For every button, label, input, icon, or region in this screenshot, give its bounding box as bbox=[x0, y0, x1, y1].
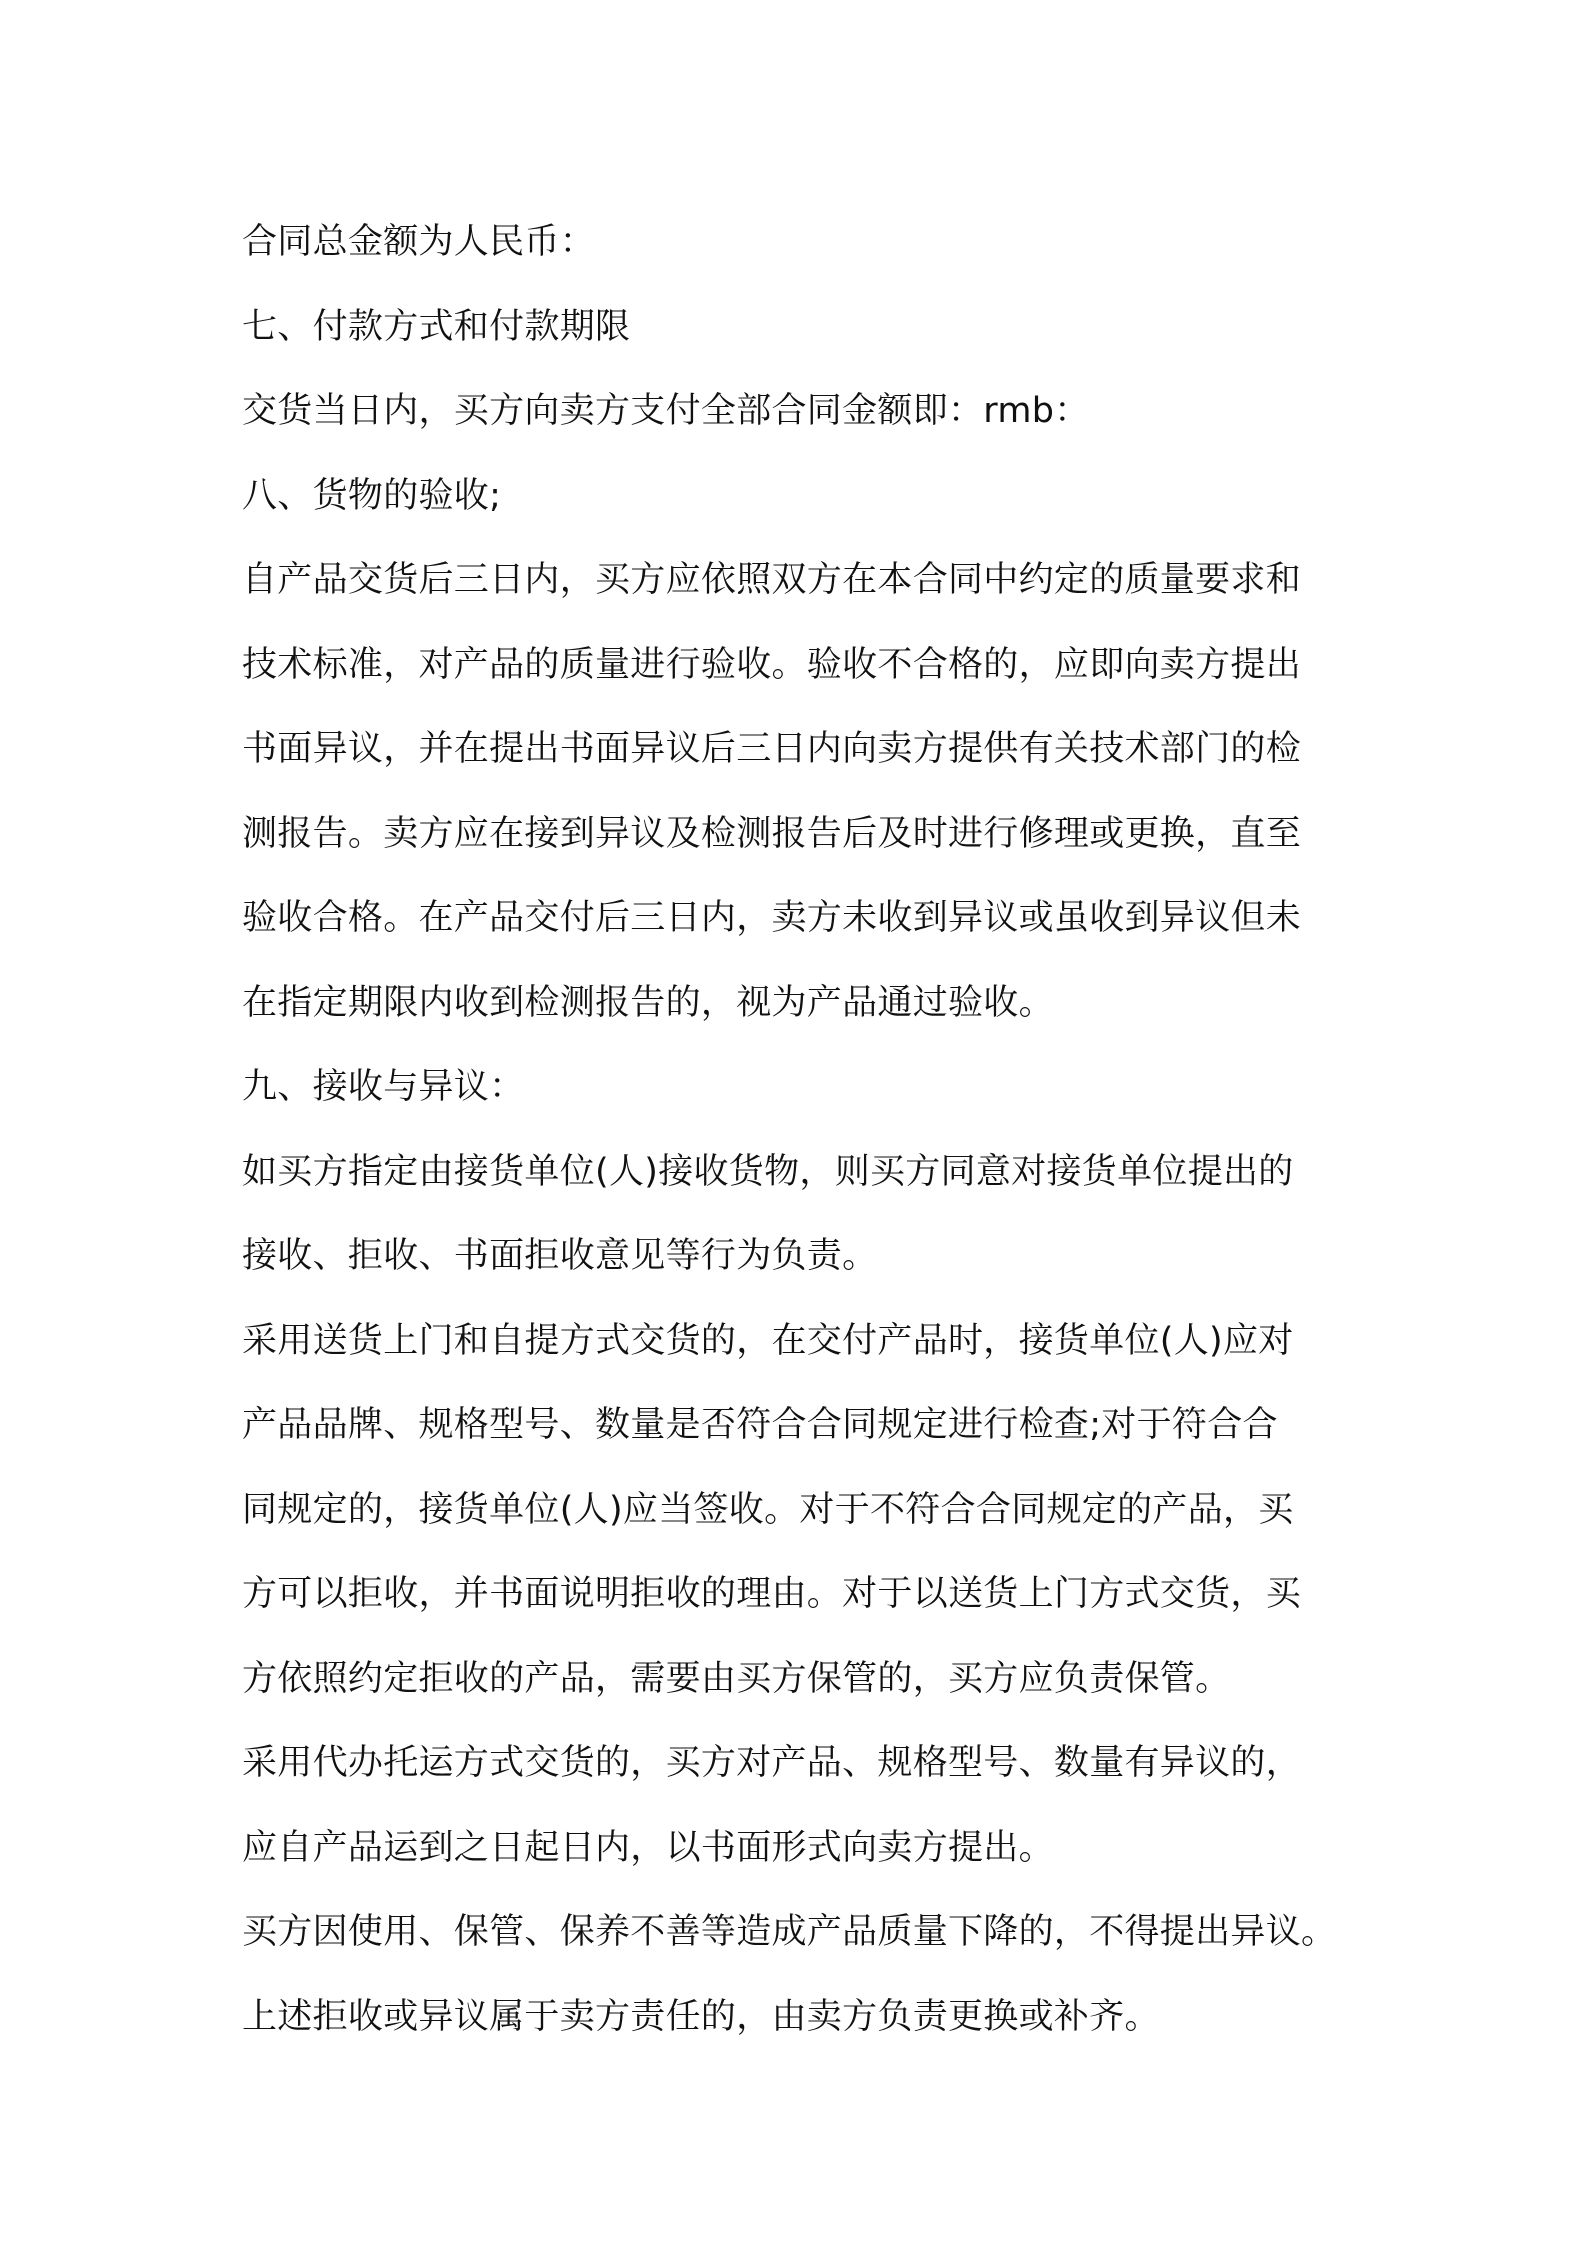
receipt-paragraph-3-line-2: 应自产品运到之日起日内，以书面形式向卖方提出。 bbox=[242, 1827, 1054, 1868]
receipt-paragraph-2-line-4: 方可以拒收，并书面说明拒收的理由。对于以送货上门方式交货，买 bbox=[242, 1574, 1302, 1614]
acceptance-paragraph-line-6: 在指定期限内收到检测报告的，视为产品通过验收。 bbox=[242, 982, 1054, 1023]
section-9-heading: 九、接收与异议： bbox=[242, 1067, 525, 1107]
payment-line: 交货当日内，买方向卖方支付全部合同金额即：rmb： bbox=[242, 391, 1090, 431]
receipt-paragraph-2-line-5: 方依照约定拒收的产品，需要由买方保管的，买方应负责保管。 bbox=[242, 1658, 1231, 1699]
acceptance-paragraph-line-5: 验收合格。在产品交付后三日内，卖方未收到异议或虽收到异议但未 bbox=[242, 898, 1302, 938]
total-amount-line: 合同总金额为人民币： bbox=[242, 222, 596, 262]
receipt-paragraph-1-line-1: 如买方指定由接货单位(人)接收货物，则买方同意对接货单位提出的 bbox=[242, 1151, 1294, 1192]
receipt-paragraph-2-line-1: 采用送货上门和自提方式交货的，在交付产品时，接货单位(人)应对 bbox=[242, 1320, 1294, 1361]
receipt-paragraph-4-line-1: 买方因使用、保管、保养不善等造成产品质量下降的，不得提出异议。 bbox=[242, 1912, 1337, 1952]
acceptance-paragraph-line-4: 测报告。卖方应在接到异议及检测报告后及时进行修理或更换，直至 bbox=[242, 813, 1302, 854]
acceptance-paragraph-line-3: 书面异议，并在提出书面异议后三日内向卖方提供有关技术部门的检 bbox=[242, 729, 1302, 769]
receipt-paragraph-2-line-3: 同规定的，接货单位(人)应当签收。对于不符合合同规定的产品，买 bbox=[242, 1489, 1294, 1530]
document-body bbox=[242, 200, 1362, 2059]
section-8-heading: 八、货物的验收; bbox=[242, 475, 502, 516]
section-7-heading: 七、付款方式和付款期限 bbox=[242, 306, 631, 347]
acceptance-paragraph-line-1: 自产品交货后三日内，买方应依照双方在本合同中约定的质量要求和 bbox=[242, 560, 1302, 600]
receipt-paragraph-3-line-1: 采用代办托运方式交货的，买方对产品、规格型号、数量有异议的， bbox=[242, 1743, 1302, 1783]
receipt-paragraph-1-line-2: 接收、拒收、书面拒收意见等行为负责。 bbox=[242, 1236, 878, 1276]
receipt-paragraph-2-line-2: 产品品牌、规格型号、数量是否符合合同规定进行检查;对于符合合 bbox=[242, 1405, 1278, 1445]
acceptance-paragraph-line-2: 技术标准，对产品的质量进行验收。验收不合格的，应即向卖方提出 bbox=[242, 644, 1302, 685]
receipt-paragraph-5-line-1: 上述拒收或异议属于卖方责任的，由卖方负责更换或补齐。 bbox=[242, 1996, 1160, 2037]
